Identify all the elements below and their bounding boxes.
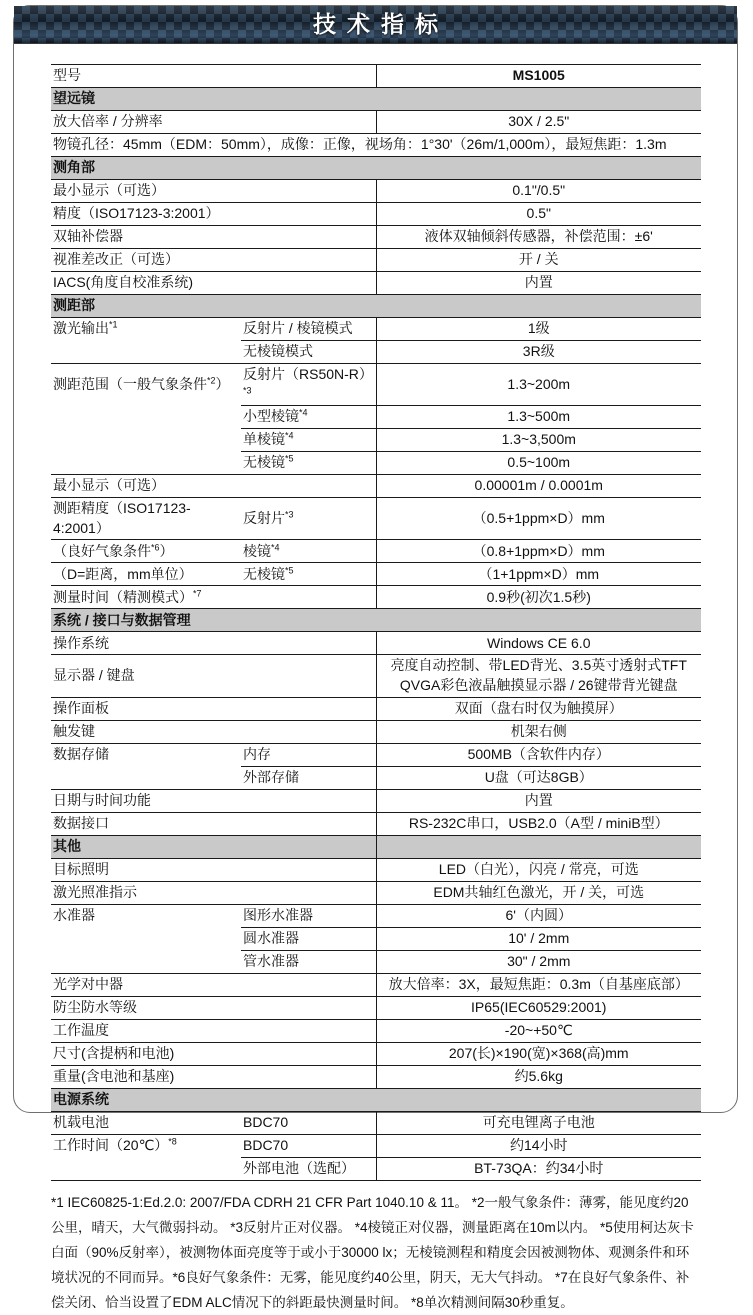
spec-value-cell: 0.9秒(初次1.5秒) xyxy=(376,586,701,609)
spec-value-cell: 0.00001m / 0.0001m xyxy=(376,475,701,498)
footnote-marker: *3 xyxy=(243,384,252,395)
footnote-marker: *8 xyxy=(168,1136,177,1147)
spec-label-cell xyxy=(51,927,241,950)
spec-label-cell: 测距范围（一般气象条件$^{*2}$） xyxy=(51,364,241,406)
spec-value-cell: 1.3~500m xyxy=(376,406,701,429)
spec-label-cell: 操作系统 xyxy=(51,632,376,655)
spec-label-cell: 目标照明 xyxy=(51,858,376,881)
spec-row xyxy=(51,364,701,406)
spec-sublabel-cell: 外部电池（选配） xyxy=(241,1157,376,1180)
spec-sublabel-cell: 外部存储 xyxy=(241,766,376,789)
section-header-row xyxy=(51,1088,701,1111)
spec-row xyxy=(51,881,701,904)
footnote-marker: *4 xyxy=(285,430,294,441)
section-header-row xyxy=(51,295,701,318)
content-area xyxy=(14,44,737,1315)
spec-label-cell: 日期与时间功能 xyxy=(51,789,376,812)
spec-sublabel-cell: 图形水准器 xyxy=(241,904,376,927)
spec-value-cell: 内置 xyxy=(376,789,701,812)
spec-row xyxy=(51,203,701,226)
spec-label-cell xyxy=(51,406,241,429)
spec-row xyxy=(51,111,701,134)
spec-value-cell: MS1005 xyxy=(376,65,701,88)
footnote-marker: *2 xyxy=(207,375,216,386)
spec-label-cell xyxy=(51,341,241,364)
spec-row xyxy=(51,134,701,157)
spec-sublabel-cell: BDC70 xyxy=(241,1134,376,1157)
spec-label-cell xyxy=(51,429,241,452)
spec-value-cell: 约5.6kg xyxy=(376,1065,701,1088)
spec-value-cell: 1级 xyxy=(376,318,701,341)
spec-label-cell: 激光照准指示 xyxy=(51,881,376,904)
spec-value-cell: U盘（可达8GB） xyxy=(376,766,701,789)
spec-value-cell: 液体双轴倾斜传感器，补偿范围：±6' xyxy=(376,226,701,249)
spec-value-cell: 3R级 xyxy=(376,341,701,364)
section-header-row xyxy=(51,835,701,858)
spec-row xyxy=(51,249,701,272)
spec-label-cell: 最小显示（可选） xyxy=(51,180,376,203)
spec-label-cell: 视准差改正（可选） xyxy=(51,249,376,272)
spec-value-cell: BT-73QA：约34小时 xyxy=(376,1157,701,1180)
spec-label-cell: 触发键 xyxy=(51,720,376,743)
spec-row xyxy=(51,429,701,452)
spec-row xyxy=(51,927,701,950)
spec-label-cell xyxy=(51,766,241,789)
spec-value-cell: 内置 xyxy=(376,272,701,295)
spec-value-cell: 约14小时 xyxy=(376,1134,701,1157)
spec-row xyxy=(51,1042,701,1065)
spec-row xyxy=(51,1065,701,1088)
spec-value-cell: 可充电锂离子电池 xyxy=(376,1111,701,1134)
section-header-label: 测角部 xyxy=(51,157,701,180)
spec-value-cell: 开 / 关 xyxy=(376,249,701,272)
spec-row xyxy=(51,1111,701,1134)
spec-sublabel-cell: 无棱镜模式 xyxy=(241,341,376,364)
spec-sublabel-cell: 内存 xyxy=(241,743,376,766)
spec-sublabel-cell: 管水准器 xyxy=(241,950,376,973)
footnotes-text: *1 IEC60825-1:Ed.2.0: 2007/FDA CDRH 21 CFR Part 1040.10 & 11。 *2一般气象条件：薄雾，能见度约20公里，晴天，大气微弱抖动。 *3反射片正对仪器。 *4棱镜正对仪器，测量距离在10m以内。 *5使用柯达灰卡白面（90%反射率），被测物体面亮度等于或小于30000 lx；无棱镜测程和精度会因被测物体、观测条件和环境状况的不同而异。*6良好气象条件：无雾，能见度约40公里，阴天，无大气抖动。 *7在良好气象条件、补偿关闭、恰当设置了EDM ALC情况下的斜距最快测量时间。 *8单次精测间隔30秒重复。 xyxy=(51,1194,694,1310)
spec-sublabel-cell: 圆水准器 xyxy=(241,927,376,950)
spec-label-cell xyxy=(51,1157,241,1180)
spec-label-cell: 激光输出$^{*1}$ xyxy=(51,318,241,341)
spec-value-cell: 1.3~3,500m xyxy=(376,429,701,452)
header-banner xyxy=(14,6,737,44)
spec-row xyxy=(51,498,701,540)
spec-row xyxy=(51,1157,701,1180)
spec-row xyxy=(51,272,701,295)
spec-sublabel-cell: BDC70 xyxy=(241,1111,376,1134)
spec-label-cell: 放大倍率 / 分辨率 xyxy=(51,111,376,134)
spec-value-cell: （0.5+1ppm×D）mm xyxy=(376,498,701,540)
spec-row xyxy=(51,904,701,927)
spec-label-cell xyxy=(51,452,241,475)
spec-row xyxy=(51,406,701,429)
spec-row xyxy=(51,743,701,766)
section-header-label: 其他 xyxy=(51,835,376,858)
footnote-marker: *5 xyxy=(285,564,294,575)
footnote-marker: *3 xyxy=(285,509,294,520)
spec-label-cell: （良好气象条件$^{*6}$） xyxy=(51,540,241,563)
spec-label-cell: 最小显示（可选） xyxy=(51,475,376,498)
spec-row xyxy=(51,226,701,249)
footnote-marker: *5 xyxy=(285,453,294,464)
section-header-label: 望远镜 xyxy=(51,88,701,111)
spec-sublabel-cell: 无棱镜$^{*5}$ xyxy=(241,563,376,586)
spec-value-cell: 30" / 2mm xyxy=(376,950,701,973)
spec-row xyxy=(51,540,701,563)
spec-row xyxy=(51,318,701,341)
spec-label-cell: 重量(含电池和基座) xyxy=(51,1065,376,1088)
spec-value-cell: 30X / 2.5" xyxy=(376,111,701,134)
spec-sublabel-cell: 无棱镜$^{*5}$ xyxy=(241,452,376,475)
spec-row xyxy=(51,1019,701,1042)
spec-value-cell: 0.5~100m xyxy=(376,452,701,475)
spec-row xyxy=(51,858,701,881)
spec-sublabel-cell: 反射片$^{*3}$ xyxy=(241,498,376,540)
footnote-marker: *6 xyxy=(151,541,160,552)
spec-row xyxy=(51,812,701,835)
spec-label-cell: 操作面板 xyxy=(51,697,376,720)
section-header-spacer xyxy=(376,835,701,858)
spec-value-cell: 机架右侧 xyxy=(376,720,701,743)
page-title: 技术指标 xyxy=(313,11,449,37)
section-header-label: 测距部 xyxy=(51,295,701,318)
spec-label-cell: IACS(角度自校准系统) xyxy=(51,272,376,295)
spec-row xyxy=(51,341,701,364)
spec-row xyxy=(51,586,701,609)
spec-value-cell: 207(长)×190(宽)×368(高)mm xyxy=(376,1042,701,1065)
spec-value-cell: EDM共轴红色激光，开 / 关，可选 xyxy=(376,881,701,904)
spec-value-cell: （0.8+1ppm×D）mm xyxy=(376,540,701,563)
spec-value-cell: IP65(IEC60529:2001) xyxy=(376,996,701,1019)
spec-table xyxy=(51,64,701,1181)
spec-fullwidth-label: 物镜孔径：45mm（EDM：50mm），成像：正像，视场角：1°30'（26m/1,000m），最短焦距：1.3m xyxy=(51,134,701,157)
spec-value-cell: Windows CE 6.0 xyxy=(376,632,701,655)
spec-row xyxy=(51,973,701,996)
spec-label-cell xyxy=(51,950,241,973)
section-header-label: 电源系统 xyxy=(51,1088,701,1111)
spec-label-cell: 测量时间（精测模式）$^{*7}$ xyxy=(51,586,376,609)
spec-row xyxy=(51,1134,701,1157)
spec-row xyxy=(51,697,701,720)
section-header-row xyxy=(51,88,701,111)
spec-label-cell: 精度（ISO17123-3:2001） xyxy=(51,203,376,226)
spec-label-cell: 水准器 xyxy=(51,904,241,927)
spec-row xyxy=(51,720,701,743)
spec-label-cell: 工作温度 xyxy=(51,1019,376,1042)
spec-sublabel-cell: 棱镜$^{*4}$ xyxy=(241,540,376,563)
spec-sheet-card xyxy=(13,5,738,1310)
spec-sublabel-cell: 单棱镜$^{*4}$ xyxy=(241,429,376,452)
footnote-marker: *1 xyxy=(109,319,118,330)
spec-label-cell: （D=距离，mm单位） xyxy=(51,563,241,586)
spec-value-cell: 10' / 2mm xyxy=(376,927,701,950)
spec-label-cell: 机载电池 xyxy=(51,1111,241,1134)
spec-label-cell: 显示器 / 键盘 xyxy=(51,655,376,697)
spec-row xyxy=(51,766,701,789)
spec-sublabel-cell: 反射片 / 棱镜模式 xyxy=(241,318,376,341)
spec-value-cell: 0.1"/0.5" xyxy=(376,180,701,203)
footnote-marker: *7 xyxy=(193,587,202,598)
spec-value-cell: 双面（盘右时仅为触摸屏） xyxy=(376,697,701,720)
spec-row xyxy=(51,632,701,655)
spec-value-cell: 0.5" xyxy=(376,203,701,226)
spec-label-cell: 尺寸(含提柄和电池) xyxy=(51,1042,376,1065)
footnote-marker: *4 xyxy=(299,407,308,418)
section-header-label: 系统 / 接口与数据管理 xyxy=(51,609,701,632)
section-header-row xyxy=(51,609,701,632)
spec-row xyxy=(51,563,701,586)
spec-label-cell: 数据存储 xyxy=(51,743,241,766)
spec-label-cell: 型号 xyxy=(51,65,376,88)
spec-sublabel-cell: 小型棱镜$^{*4}$ xyxy=(241,406,376,429)
spec-sublabel-cell: 反射片$(RS50N-R)^{*3}$ xyxy=(241,364,376,406)
spec-value-cell: -20~+50℃ xyxy=(376,1019,701,1042)
section-header-row xyxy=(51,157,701,180)
spec-row xyxy=(51,996,701,1019)
spec-row xyxy=(51,789,701,812)
spec-label-cell: 双轴补偿器 xyxy=(51,226,376,249)
spec-label-cell: 防尘防水等级 xyxy=(51,996,376,1019)
spec-value-cell: 亮度自动控制、带LED背光、3.5英寸透射式TFT QVGA彩色液晶触摸显示器 / 26键带背光键盘 xyxy=(376,655,701,697)
footnote-marker: *4 xyxy=(271,541,280,552)
spec-value-cell: LED（白光），闪亮 / 常亮，可选 xyxy=(376,858,701,881)
spec-value-cell: RS-232C串口，USB2.0（A型 / miniB型） xyxy=(376,812,701,835)
spec-row xyxy=(51,65,701,88)
spec-label-cell: 数据接口 xyxy=(51,812,376,835)
spec-row xyxy=(51,950,701,973)
spec-value-cell: 500MB（含软件内存） xyxy=(376,743,701,766)
spec-value-cell: 1.3~200m xyxy=(376,364,701,406)
spec-value-cell: 6'（内圆） xyxy=(376,904,701,927)
spec-label-cell: 光学对中器 xyxy=(51,973,376,996)
spec-value-cell: 放大倍率：3X，最短焦距：0.3m（自基座底部） xyxy=(376,973,701,996)
spec-label-cell: 工作时间（20℃）$^{*8}$ xyxy=(51,1134,241,1157)
spec-row xyxy=(51,180,701,203)
spec-row xyxy=(51,655,701,697)
spec-row xyxy=(51,475,701,498)
spec-value-cell: （1+1ppm×D）mm xyxy=(376,563,701,586)
spec-row xyxy=(51,452,701,475)
spec-label-cell: 测距精度（ISO17123-4:2001） xyxy=(51,498,241,540)
